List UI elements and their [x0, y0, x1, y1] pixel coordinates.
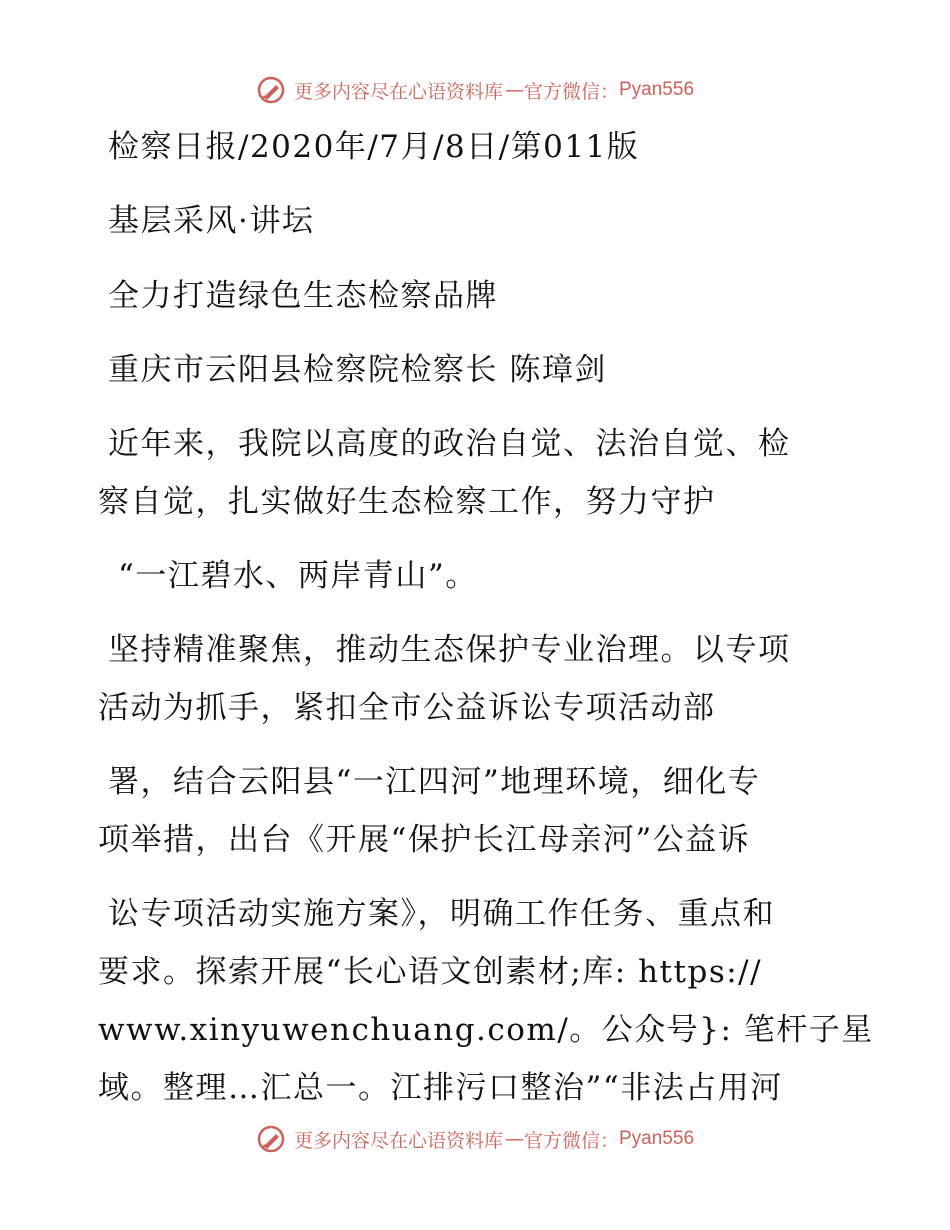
pen-logo-icon — [256, 75, 286, 105]
body-line: 署，结合云阳县“一江四河”地理环境，细化专 — [108, 764, 761, 800]
article-title: 全力打造绿色生态检察品牌 — [108, 278, 498, 314]
body-line: 察自觉，扎实做好生态检察工作，努力守护 — [98, 484, 716, 520]
watermark-footer — [0, 1119, 950, 1159]
body-line: www.xinyuwenchuang.com/。公众号}: 笔杆子星 — [98, 1012, 874, 1048]
watermark-id: Pyan556 — [619, 79, 695, 100]
body-line: 活动为抓手，紧扣全市公益诉讼专项活动部 — [98, 690, 716, 726]
watermark-label: 官方微信： — [523, 1129, 619, 1152]
article-author: 重庆市云阳县检察院检察长 陈璋剑 — [108, 352, 607, 388]
watermark-text: 更多内容尽在心语资料库 — [293, 1129, 503, 1152]
article-source: 检察日报/2020年/7月/8日/第011版 — [108, 129, 640, 165]
body-line: 坚持精准聚焦，推动生态保护专业治理。以专项 — [108, 632, 791, 668]
watermark-dash: — — [504, 1128, 522, 1150]
watermark-text: 更多内容尽在心语资料库 — [293, 80, 503, 103]
body-line: 讼专项活动实施方案》，明确工作任务、重点和 — [108, 896, 775, 932]
body-line: 近年来，我院以高度的政治自觉、法治自觉、检 — [108, 426, 791, 462]
body-line: 要求。探索开展“长心语文创素材;库: https:// — [98, 954, 763, 990]
watermark-label: 官方微信： — [523, 80, 619, 103]
pen-logo-icon — [256, 1124, 286, 1154]
article-column: 基层采风·讲坛 — [108, 203, 315, 239]
body-line: “一江碧水、两岸青山”。 — [118, 558, 478, 594]
watermark-id: Pyan556 — [619, 1128, 695, 1149]
watermark-dash: — — [504, 79, 522, 101]
body-line: 项举措，出台《开展“保护长江母亲河”公益诉 — [98, 822, 751, 858]
watermark-header — [0, 70, 950, 110]
body-line: 域。整理…汇总一。江排污口整治”“非法占用河 — [98, 1070, 783, 1106]
